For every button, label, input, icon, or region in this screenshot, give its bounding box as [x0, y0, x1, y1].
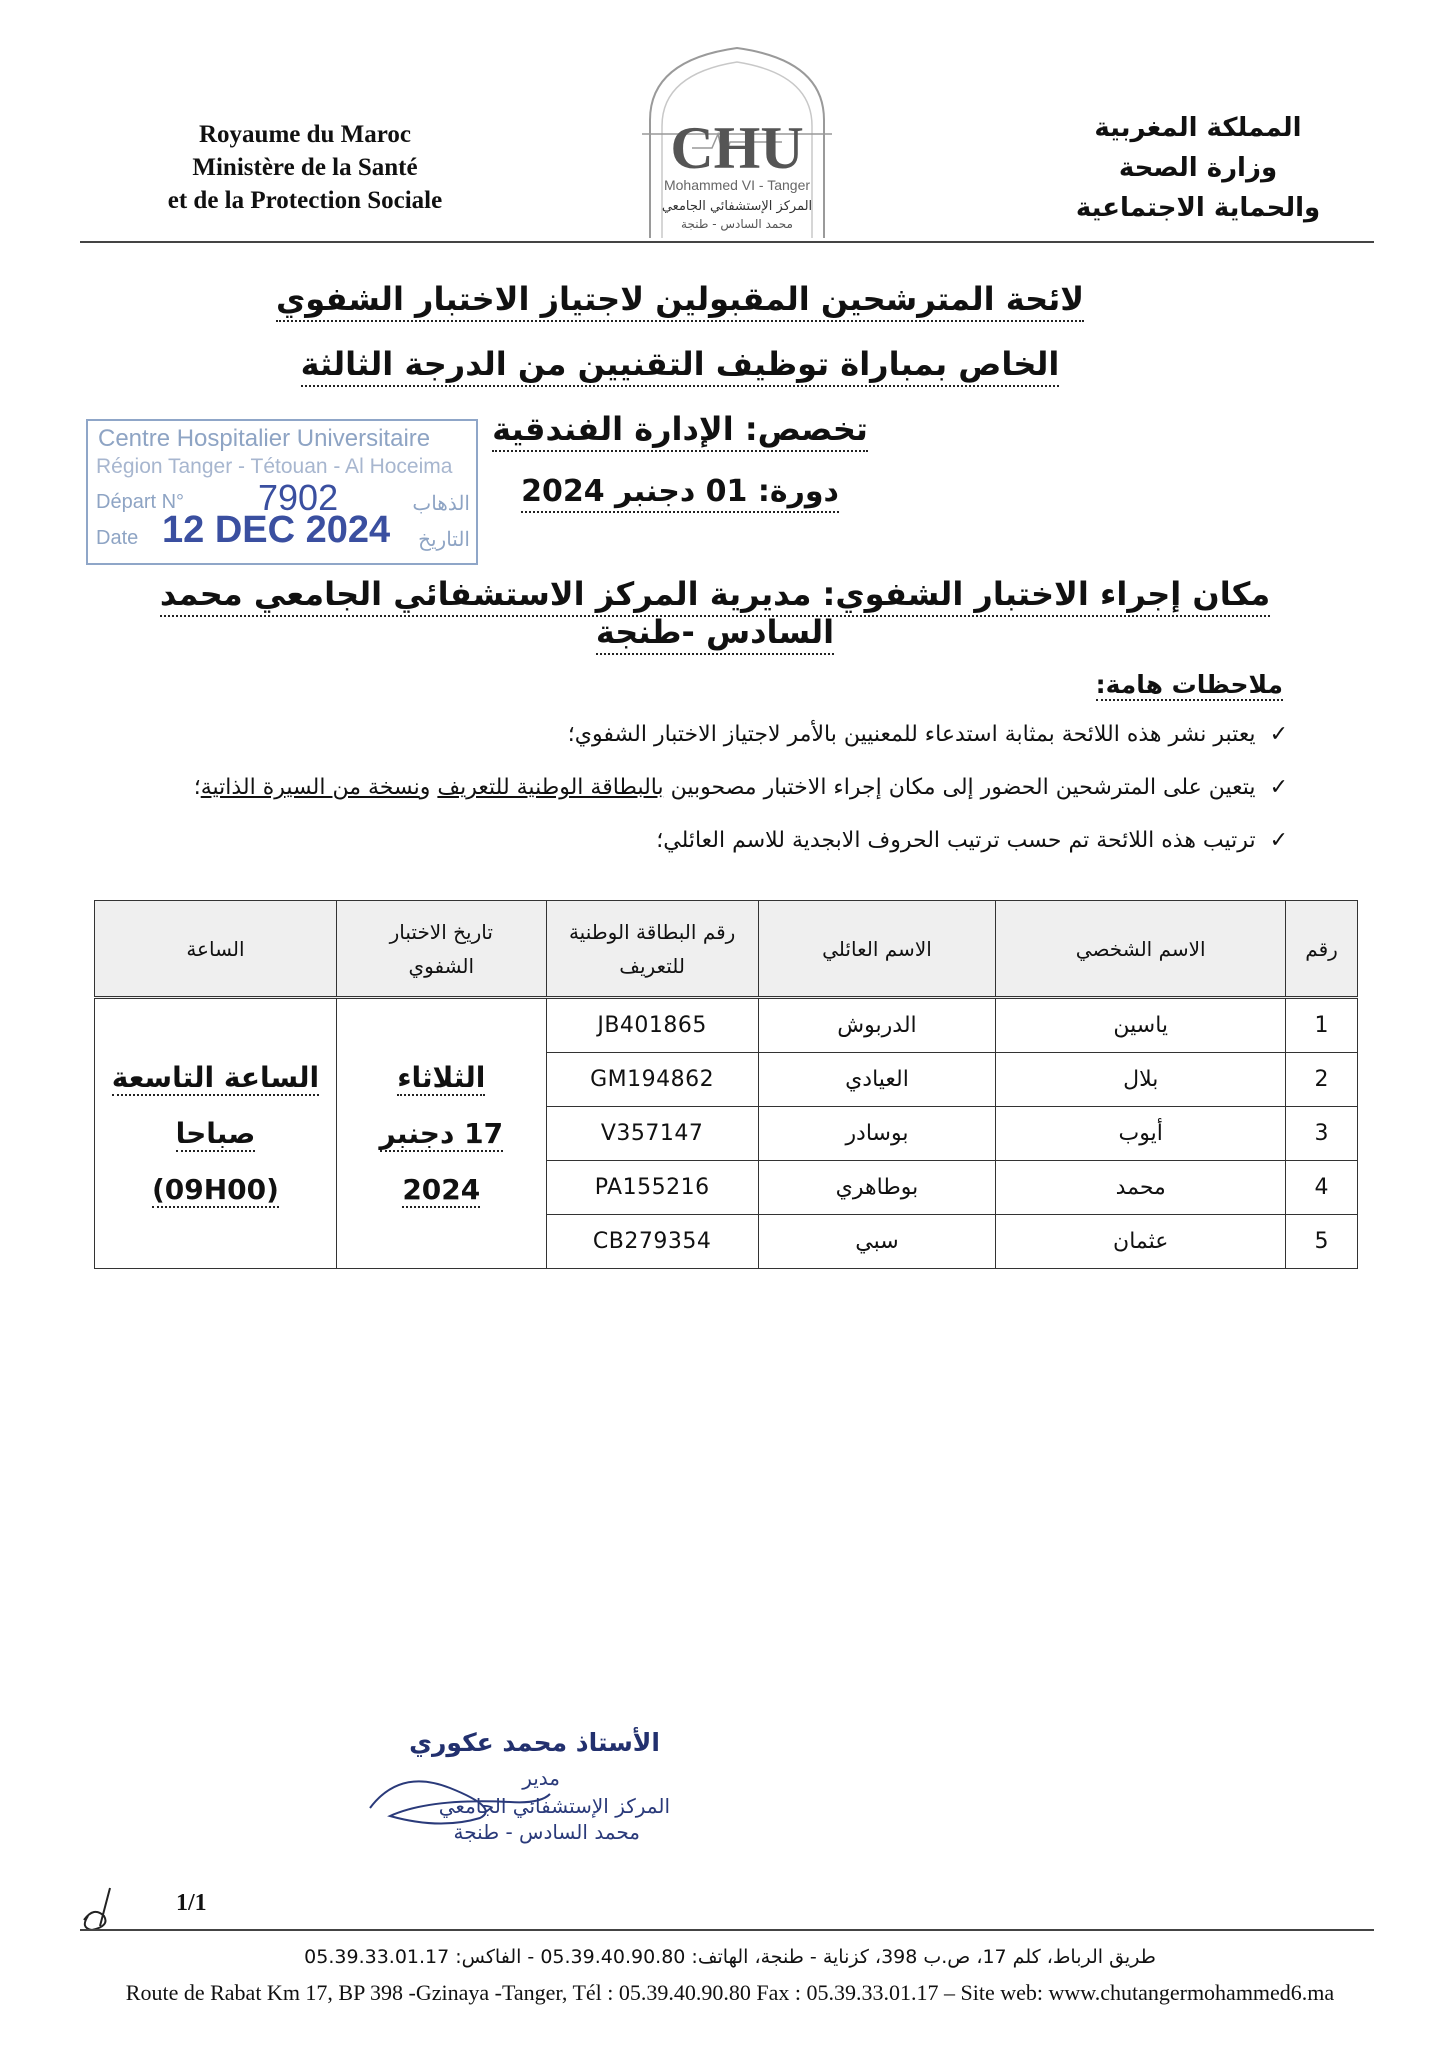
header-fr-line-2: Ministère de la Santé: [192, 154, 418, 181]
cell-num: 2: [1286, 1053, 1358, 1107]
note-item-3: ✓ترتيب هذه اللائحة تم حسب ترتيب الحروف الابجدية للاسم العائلي؛: [656, 828, 1288, 853]
chu-logo-emblem: [622, 30, 852, 240]
check-icon: ✓: [1269, 775, 1288, 800]
stamp-depart-number: 7902: [258, 477, 339, 518]
stamp-line-1: Centre Hospitalier Universitaire: [98, 425, 431, 452]
cell-cin: V357147: [546, 1107, 758, 1161]
footer-divider: [80, 1929, 1374, 1931]
dispatch-stamp: [86, 419, 478, 565]
header-ar-line-3: والحماية الاجتماعية: [1075, 193, 1321, 223]
cell-num: 4: [1286, 1161, 1358, 1215]
cell-cin: CB279354: [546, 1215, 758, 1269]
stamp-date-label: Date: [96, 527, 139, 549]
header-first-name: الاسم الشخصي: [996, 901, 1286, 998]
cell-last-name: سبي: [758, 1215, 996, 1269]
header-arabic-block: [1068, 108, 1328, 228]
header-fr-line-3: et de la Protection Sociale: [167, 187, 443, 214]
signatory-org-line-1: المركز الإستشفائي الجامعي: [438, 1794, 670, 1818]
cell-last-name: الدربوش: [758, 998, 996, 1053]
check-icon: ✓: [1269, 722, 1288, 747]
check-icon: ✓: [1269, 828, 1288, 853]
title-line-1: لائحة المترشحين المقبولين لاجتياز الاختبار الشفوي: [200, 280, 1160, 318]
candidates-table: [94, 900, 1358, 1269]
cell-cin: JB401865: [546, 998, 758, 1053]
cell-first-name: بلال: [996, 1053, 1286, 1107]
header-time: الساعة: [95, 901, 337, 998]
logo-ar-line-1: المركز الإستشفائي الجامعي: [661, 199, 813, 214]
notes-heading: ملاحظات هامة:: [1095, 670, 1283, 699]
signatory-org-line-2: محمد السادس - طنجة: [453, 1820, 640, 1844]
page-number: 1/1: [176, 1890, 207, 1916]
header-french-block: [120, 118, 490, 217]
logo-subtitle: Mohammed VI - Tanger: [663, 177, 811, 193]
stamp-date-value: 12 DEC 2024: [162, 509, 391, 551]
table-header-row: [95, 901, 1358, 998]
cell-first-name: ياسين: [996, 998, 1286, 1053]
header-last-name: الاسم العائلي: [758, 901, 996, 998]
stamp-date-label-ar: التاريخ: [418, 529, 470, 551]
exam-venue: مكان إجراء الاختبار الشفوي: مديرية المركز الاستشفائي الجامعي محمد السادس -طنجة: [150, 575, 1280, 651]
cell-num: 1: [1286, 998, 1358, 1053]
header-exam-date: تاريخ الاختبار الشفوي: [336, 901, 546, 998]
footer-arabic: طريق الرباط، كلم 17، ص.ب 398، كزناية - طنجة، الهاتف: 05.39.40.90.80 - الفاكس: 05.39.33.01.17: [304, 1946, 1156, 1968]
cell-cin: PA155216: [546, 1161, 758, 1215]
stamp-line-2: Région Tanger - Tétouan - Al Hoceima: [96, 455, 453, 478]
header-fr-line-1: Royaume du Maroc: [198, 121, 412, 148]
stamp-depart-label-ar: الذهاب: [412, 493, 470, 515]
cell-cin: GM194862: [546, 1053, 758, 1107]
logo-ar-line-2: محمد السادس - طنجة: [681, 217, 793, 231]
note-item-2: ✓يتعين على المترشحين الحضور إلى مكان إجراء الاختبار مصحوبين بالبطاقة الوطنية للتعريف ونسخة من السيرة الذاتية؛: [193, 775, 1288, 800]
title-specialty: تخصص: الإدارة الفندقية: [200, 410, 1160, 448]
note-item-1: ✓يعتبر نشر هذه اللائحة بمثابة استدعاء للمعنيين بالأمر لاجتياز الاختبار الشفوي؛: [567, 722, 1288, 747]
cell-num: 5: [1286, 1215, 1358, 1269]
cell-exam-date: الثلاثاء 17 دجنبر 2024: [336, 998, 546, 1269]
header-ar-line-1: المملكة المغربية: [1094, 113, 1302, 143]
cell-first-name: عثمان: [996, 1215, 1286, 1269]
title-session: دورة: 01 دجنبر 2024: [200, 474, 1160, 509]
cell-last-name: بوطاهري: [758, 1161, 996, 1215]
cell-num: 3: [1286, 1107, 1358, 1161]
stamp-depart-label: Départ N°: [96, 491, 185, 513]
logo-title: CHU: [670, 115, 804, 181]
header-cin: رقم البطاقة الوطنية للتعريف: [546, 901, 758, 998]
header-num: رقم: [1286, 901, 1358, 998]
cell-last-name: بوسادر: [758, 1107, 996, 1161]
signatory-name: الأستاذ محمد عكوري: [409, 1728, 660, 1757]
cell-exam-time: الساعة التاسعة صباحا (09H00): [95, 998, 337, 1269]
footer-french: Route de Rabat Km 17, BP 398 -Gzinaya -Tanger, Tél : 05.39.40.90.80 Fax : 05.39.33.01.17 – Site web: www.chutangermohammed6.ma: [125, 1980, 1335, 2005]
cell-first-name: محمد: [996, 1161, 1286, 1215]
chu-logo: [622, 30, 852, 240]
cell-last-name: العيادي: [758, 1053, 996, 1107]
table-row: [95, 998, 1358, 1053]
director-signature: [360, 1718, 680, 1848]
title-line-2: الخاص بمباراة توظيف التقنيين من الدرجة الثالثة: [200, 345, 1160, 383]
header-ar-line-2: وزارة الصحة: [1118, 153, 1278, 183]
signatory-title: مدير: [522, 1766, 560, 1790]
cell-first-name: أيوب: [996, 1107, 1286, 1161]
header-divider: [80, 241, 1374, 243]
